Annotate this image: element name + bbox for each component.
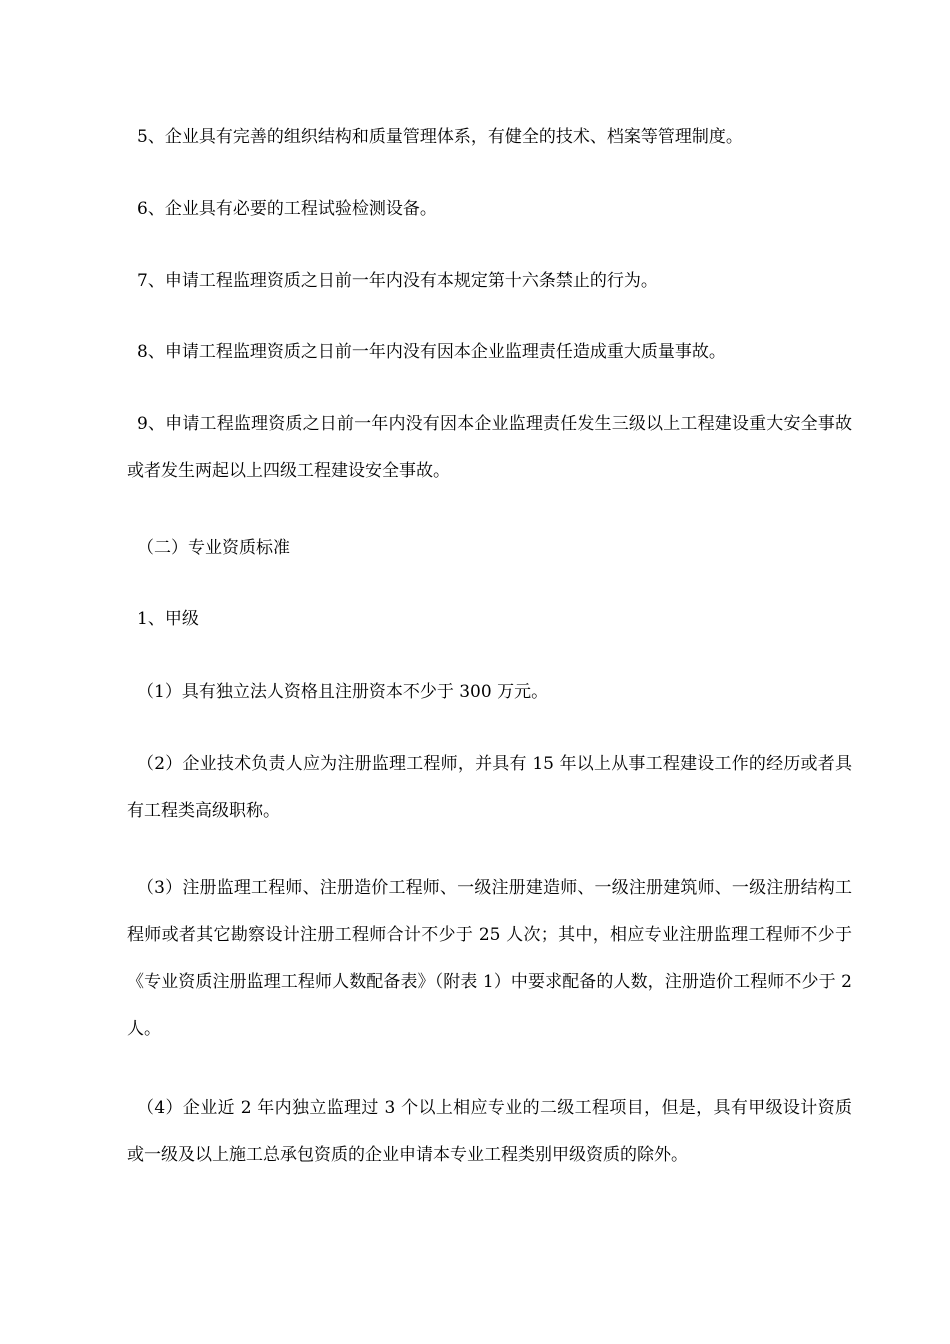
- paragraph-item-7: 7、申请工程监理资质之日前一年内没有本规定第十六条禁止的行为。: [137, 271, 658, 291]
- section-heading-professional-qualification: （二）专业资质标准: [137, 538, 290, 558]
- paragraph-item-9: 9、申请工程监理资质之日前一年内没有因本企业监理责任发生三级以上工程建设重大安全事故或者发生两起以上四级工程建设安全事故。: [127, 414, 852, 481]
- subsection-heading-grade-a: 1、甲级: [137, 609, 199, 629]
- paragraph-requirement-1: （1）具有独立法人资格且注册资本不少于 300 万元。: [137, 682, 549, 702]
- paragraph-item-8: 8、申请工程监理资质之日前一年内没有因本企业监理责任造成重大质量事故。: [137, 342, 726, 362]
- paragraph-item-5: 5、企业具有完善的组织结构和质量管理体系，有健全的技术、档案等管理制度。: [137, 127, 743, 147]
- paragraph-item-6: 6、企业具有必要的工程试验检测设备。: [137, 199, 437, 219]
- paragraph-requirement-3: （3）注册监理工程师、注册造价工程师、一级注册建造师、一级注册建筑师、一级注册结构工程师或者其它勘察设计注册工程师合计不少于 25 人次；其中，相应专业注册监理工程师不少于《专业资质注册监理工程师人数配备表》（附表 1）中要求配备的人数，注册造价工程师不少于 2 人。: [127, 878, 852, 1039]
- paragraph-requirement-4: （4）企业近 2 年内独立监理过 3 个以上相应专业的二级工程项目，但是，具有甲级设计资质或一级及以上施工总承包资质的企业申请本专业工程类别甲级资质的除外。: [127, 1098, 852, 1165]
- paragraph-requirement-2: （2）企业技术负责人应为注册监理工程师，并具有 15 年以上从事工程建设工作的经历或者具有工程类高级职称。: [127, 754, 852, 821]
